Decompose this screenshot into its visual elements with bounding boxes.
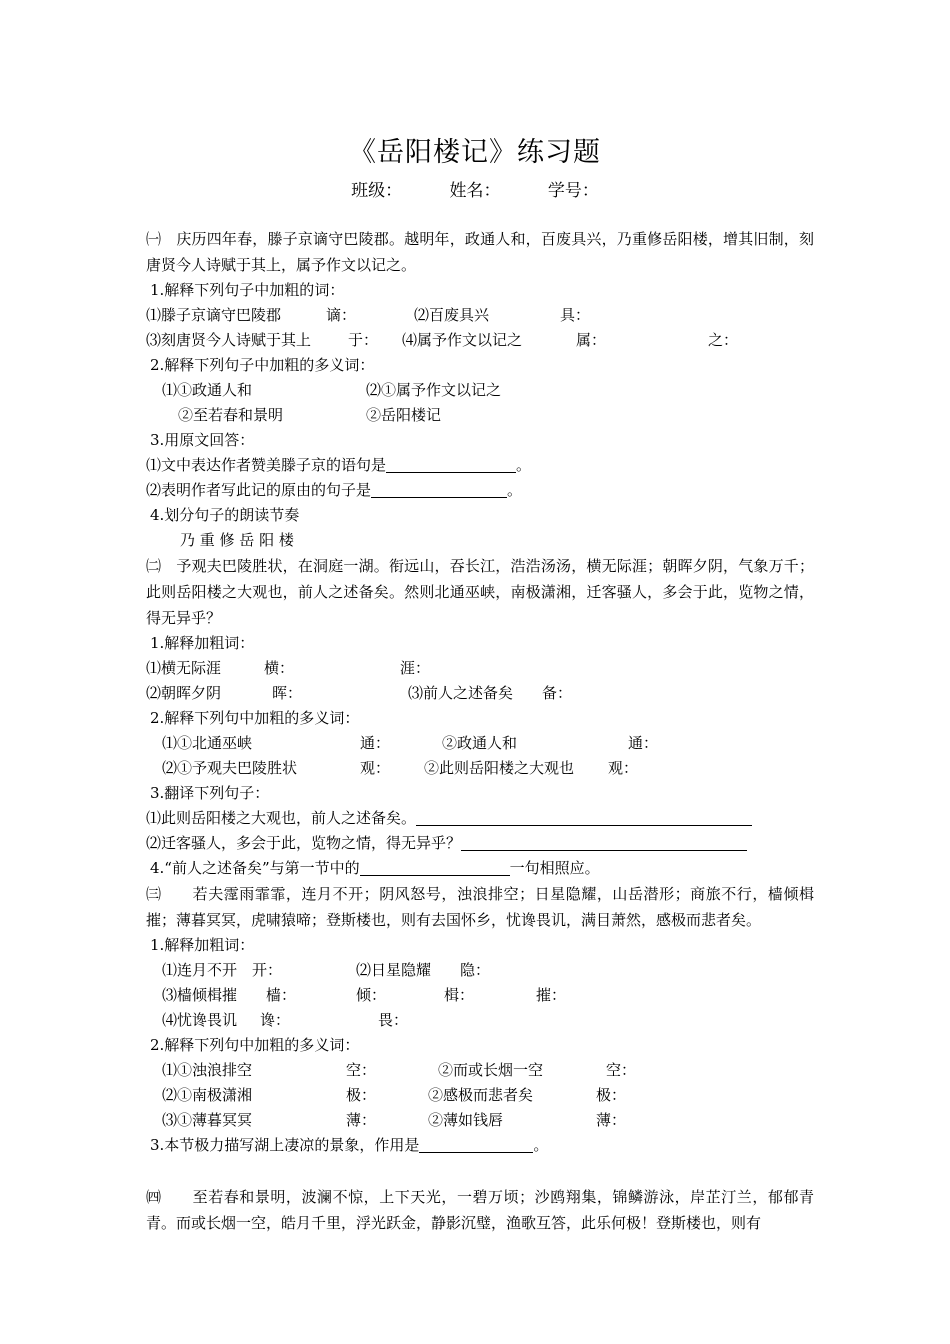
answer-blank[interactable]: [461, 833, 747, 851]
s1-q4-sentence: 乃 重 修 岳 阳 楼: [180, 531, 294, 549]
s1-q3-row1: ⑴文中表达作者赞美滕子京的语句是 。: [146, 456, 532, 474]
s1-q2-heading: 2.解释下列句子中加粗的多义词：: [150, 356, 375, 374]
passage-2: ㈡ 予观夫巴陵胜状，在洞庭一湖。衔远山，吞长江，浩浩汤汤，横无际涯；朝晖夕阴，气象万千；此则岳阳楼之大观也，前人之述备矣。然则北通巫峡，南极潇湘，迁客骚人，多会于此，览物之情，得无异乎？: [146, 557, 814, 627]
s3-q1-heading: 1.解释加粗词：: [150, 936, 255, 954]
s3-q2-row1: ⑴①浊浪排空 空： ②而或长烟一空 空：: [162, 1061, 637, 1079]
s1-q4-heading: 4.划分句子的朗读节奏: [150, 506, 300, 524]
passage-4: ㈣ 至若春和景明，波澜不惊，上下天光，一碧万顷；沙鸥翔集，锦鳞游泳，岸芷汀兰，郁郁青青。而或长烟一空，皓月千里，浮光跃金，静影沉璧，渔歌互答，此乐何极！登斯楼也，则有: [146, 1188, 814, 1232]
s3-q2-row2: ⑵①南极潇湘 极： ②感极而悲者矣 极：: [162, 1086, 627, 1104]
s2-q3-heading: 3.翻译下列句子：: [150, 784, 270, 802]
s3-q1-row3: ⑷忧谗畏讥 谗： 畏：: [162, 1011, 409, 1029]
s2-q2-heading: 2.解释下列句中加粗的多义词：: [150, 709, 360, 727]
spacer: [146, 1158, 814, 1184]
name-label: 姓名：: [449, 181, 501, 201]
s2-q1-row2: ⑵朝晖夕阴 晖： ⑶前人之述备矣 备：: [146, 684, 573, 702]
number-label: 学号：: [547, 181, 599, 201]
s3-q2-row3: ⑶①薄暮冥冥 薄： ②薄如钱唇 薄：: [162, 1111, 627, 1129]
page-title: 《岳阳楼记》练习题: [349, 137, 601, 168]
s1-q2-row1: ⑴①政通人和 ⑵①属予作文以记之: [162, 381, 502, 399]
s3-q3-row: 3.本节极力描写湖上凄凉的景象，作用是 。: [150, 1136, 549, 1154]
answer-blank[interactable]: [419, 1135, 533, 1153]
s2-q1-row1: ⑴横无际涯 横： 涯：: [146, 659, 431, 677]
s1-q1-row2: ⑶刻唐贤今人诗赋于其上 于： ⑷属予作文以记之 属： 之：: [146, 331, 739, 349]
s1-q3-row2: ⑵表明作者写此记的原由的句子是 。: [146, 481, 523, 499]
answer-blank[interactable]: [360, 858, 510, 876]
answer-blank[interactable]: [416, 808, 752, 826]
s2-q2-row1: ⑴①北通巫峡 通： ②政通人和 通：: [162, 734, 659, 752]
s3-q1-row2: ⑶樯倾楫摧 樯： 倾： 楫： 摧：: [162, 986, 567, 1004]
s1-q1-row1: ⑴滕子京谪守巴陵郡 谪： ⑵百废具兴 具：: [146, 306, 591, 324]
s2-q4-row: 4.“前人之述备矣”与第一节中的 一句相照应。: [150, 859, 600, 877]
s2-q1-heading: 1.解释加粗词：: [150, 634, 255, 652]
s3-q2-heading: 2.解释下列句中加粗的多义词：: [150, 1036, 360, 1054]
passage-3: ㈢ 若夫霪雨霏霏，连月不开；阴风怒号，浊浪排空；日星隐耀，山岳潜形；商旅不行，樯倾楫摧；薄暮冥冥，虎啸猿啼；登斯楼也，则有去国怀乡，忧谗畏讥，满目萧然，感极而悲者矣。: [146, 885, 814, 929]
s2-q3-row1: ⑴此则岳阳楼之大观也，前人之述备矣。: [146, 806, 814, 831]
answer-blank[interactable]: [371, 480, 507, 498]
student-info: [0, 176, 950, 201]
s3-q1-row1: ⑴连月不开 开： ⑵日星隐耀 隐：: [162, 961, 491, 979]
s1-q1-heading: 1.解释下列句子中加粗的词：: [150, 281, 345, 299]
s1-q3-heading: 3.用原文回答：: [150, 431, 255, 449]
passage-1: ㈠ 庆历四年春，滕子京谪守巴陵郡。越明年，政通人和，百废具兴，乃重修岳阳楼，增其旧制，刻唐贤今人诗赋于其上，属予作文以记之。: [146, 230, 814, 274]
class-label: 班级：: [351, 181, 403, 201]
s2-q3-row2: ⑵迁客骚人，多会于此，览物之情，得无异乎？: [146, 831, 814, 856]
worksheet-content: [146, 226, 814, 1236]
s1-q2-row2: ②至若春和景明 ②岳阳楼记: [178, 406, 442, 424]
s2-q2-row2: ⑵①予观夫巴陵胜状 观： ②此则岳阳楼之大观也 观：: [162, 759, 639, 777]
answer-blank[interactable]: [386, 455, 516, 473]
